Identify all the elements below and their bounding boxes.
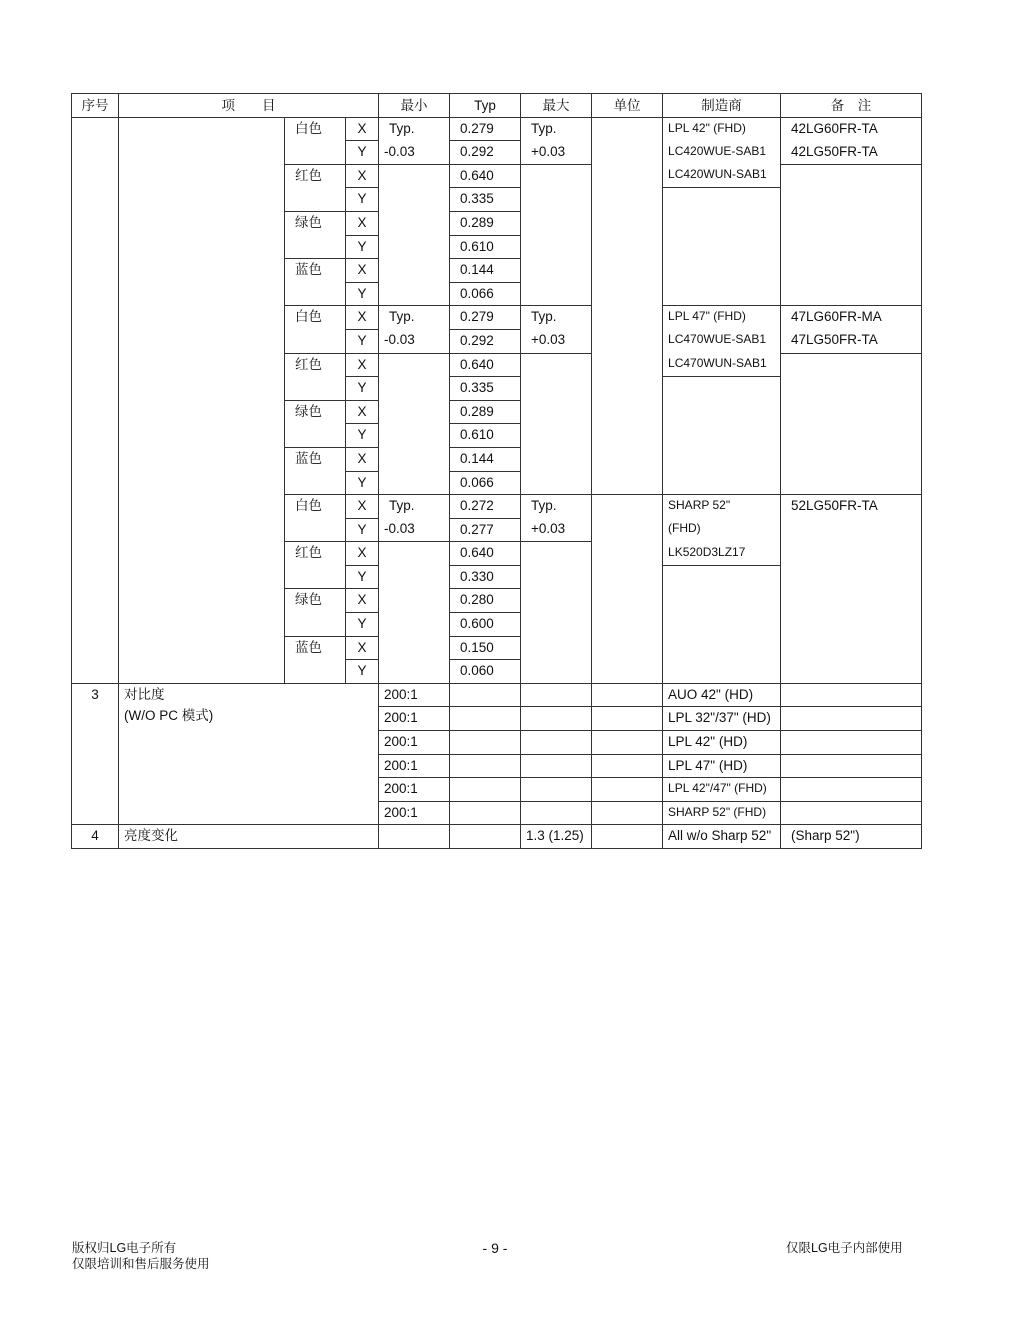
brightness-row bbox=[72, 825, 922, 849]
typ-value: 0.144 bbox=[450, 447, 521, 471]
header-max: 最大 bbox=[521, 94, 592, 118]
max-value: +0.03 bbox=[521, 141, 592, 165]
footer-usage: 仅限培训和售后服务使用 bbox=[72, 1257, 210, 1271]
axis-label: X bbox=[346, 542, 379, 566]
maker-value: LC470WUE-SAB1 bbox=[663, 329, 781, 353]
contrast-unit bbox=[592, 778, 663, 802]
typ-value: 0.066 bbox=[450, 471, 521, 495]
page-number: - 9 - bbox=[482, 1240, 508, 1256]
axis-label: X bbox=[346, 306, 379, 330]
header-item: 项 目 bbox=[119, 94, 379, 118]
axis-label: X bbox=[346, 117, 379, 141]
contrast-min: 200:1 bbox=[379, 683, 450, 707]
typ-value: 0.640 bbox=[450, 353, 521, 377]
note-empty bbox=[781, 518, 922, 683]
max-empty bbox=[521, 164, 592, 306]
contrast-typ bbox=[450, 707, 521, 731]
axis-label: X bbox=[346, 400, 379, 424]
min-value: -0.03 bbox=[379, 141, 450, 165]
brightness-item: 亮度变化 bbox=[119, 825, 379, 849]
contrast-typ bbox=[450, 801, 521, 825]
axis-label: X bbox=[346, 164, 379, 188]
color-name: 红色 bbox=[285, 542, 346, 589]
note-value: 42LG50FR-TA bbox=[781, 141, 922, 165]
contrast-max bbox=[521, 801, 592, 825]
color-name: 绿色 bbox=[285, 211, 346, 258]
axis-label: Y bbox=[346, 518, 379, 542]
max-value: Typ. bbox=[521, 117, 592, 141]
min-value: -0.03 bbox=[379, 329, 450, 353]
typ-value: 0.330 bbox=[450, 565, 521, 589]
axis-label: Y bbox=[346, 424, 379, 448]
typ-value: 0.279 bbox=[450, 306, 521, 330]
maker-empty bbox=[663, 565, 781, 683]
axis-label: X bbox=[346, 211, 379, 235]
color-name: 白色 bbox=[285, 117, 346, 164]
contrast-min: 200:1 bbox=[379, 707, 450, 731]
typ-value: 0.280 bbox=[450, 589, 521, 613]
axis-label: X bbox=[346, 589, 379, 613]
contrast-maker: LPL 47" (HD) bbox=[663, 754, 781, 778]
contrast-typ bbox=[450, 778, 521, 802]
header-unit: 单位 bbox=[592, 94, 663, 118]
axis-label: Y bbox=[346, 660, 379, 684]
contrast-label: 对比度 bbox=[124, 686, 165, 702]
color-name: 绿色 bbox=[285, 400, 346, 447]
contrast-unit bbox=[592, 707, 663, 731]
typ-value: 0.335 bbox=[450, 188, 521, 212]
max-empty bbox=[521, 353, 592, 495]
contrast-typ bbox=[450, 754, 521, 778]
typ-value: 0.640 bbox=[450, 164, 521, 188]
max-value: +0.03 bbox=[521, 518, 592, 542]
min-empty bbox=[379, 164, 450, 306]
unit-cell bbox=[592, 495, 663, 684]
axis-label: Y bbox=[346, 188, 379, 212]
footer-copyright: 版权归LG电子所有 bbox=[72, 1241, 177, 1255]
header-note: 备 注 bbox=[781, 94, 922, 118]
axis-label: X bbox=[346, 636, 379, 660]
contrast-no: 3 bbox=[72, 683, 119, 825]
maker-value: LC420WUN-SAB1 bbox=[663, 164, 781, 188]
contrast-max bbox=[521, 731, 592, 755]
typ-value: 0.610 bbox=[450, 235, 521, 259]
axis-label: Y bbox=[346, 141, 379, 165]
maker-value: LK520D3LZ17 bbox=[663, 542, 781, 566]
axis-label: Y bbox=[346, 282, 379, 306]
min-value: Typ. bbox=[379, 306, 450, 330]
typ-value: 0.600 bbox=[450, 613, 521, 637]
item-cell bbox=[119, 117, 285, 683]
contrast-typ bbox=[450, 731, 521, 755]
note-value: 47LG60FR-MA bbox=[781, 306, 922, 330]
color-name: 红色 bbox=[285, 164, 346, 211]
contrast-max bbox=[521, 778, 592, 802]
contrast-max bbox=[521, 754, 592, 778]
header-min: 最小 bbox=[379, 94, 450, 118]
brightness-typ bbox=[450, 825, 521, 849]
brightness-note: (Sharp 52") bbox=[781, 825, 922, 849]
max-value: Typ. bbox=[521, 495, 592, 519]
axis-label: Y bbox=[346, 235, 379, 259]
min-empty bbox=[379, 542, 450, 684]
contrast-max bbox=[521, 707, 592, 731]
contrast-sublabel: (W/O PC 模式) bbox=[124, 707, 214, 723]
typ-value: 0.144 bbox=[450, 259, 521, 283]
brightness-max: 1.3 (1.25) bbox=[521, 825, 592, 849]
max-value: +0.03 bbox=[521, 329, 592, 353]
color-name: 白色 bbox=[285, 306, 346, 353]
unit-cell bbox=[592, 117, 663, 495]
axis-label: Y bbox=[346, 329, 379, 353]
axis-label: X bbox=[346, 353, 379, 377]
contrast-min: 200:1 bbox=[379, 801, 450, 825]
typ-value: 0.289 bbox=[450, 211, 521, 235]
note-value: 42LG60FR-TA bbox=[781, 117, 922, 141]
typ-value: 0.610 bbox=[450, 424, 521, 448]
brightness-no: 4 bbox=[72, 825, 119, 849]
max-empty bbox=[521, 542, 592, 684]
contrast-item bbox=[119, 683, 379, 825]
contrast-note bbox=[781, 683, 922, 707]
maker-value: LC420WUE-SAB1 bbox=[663, 141, 781, 165]
typ-value: 0.066 bbox=[450, 282, 521, 306]
typ-value: 0.272 bbox=[450, 495, 521, 519]
maker-empty bbox=[663, 188, 781, 306]
typ-value: 0.277 bbox=[450, 518, 521, 542]
maker-empty bbox=[663, 377, 781, 495]
maker-value: SHARP 52" bbox=[663, 495, 781, 519]
typ-value: 0.060 bbox=[450, 660, 521, 684]
contrast-maker: LPL 42" (HD) bbox=[663, 731, 781, 755]
no-cell bbox=[72, 117, 119, 683]
color-name: 红色 bbox=[285, 353, 346, 400]
note-value: 52LG50FR-TA bbox=[781, 495, 922, 519]
typ-value: 0.279 bbox=[450, 117, 521, 141]
contrast-row bbox=[72, 683, 922, 707]
min-value: Typ. bbox=[379, 495, 450, 519]
contrast-note bbox=[781, 707, 922, 731]
axis-label: X bbox=[346, 447, 379, 471]
color-name: 绿色 bbox=[285, 589, 346, 636]
contrast-unit bbox=[592, 683, 663, 707]
contrast-maker: LPL 42"/47" (FHD) bbox=[663, 778, 781, 802]
color-name: 蓝色 bbox=[285, 259, 346, 306]
color-name: 白色 bbox=[285, 495, 346, 542]
max-value: Typ. bbox=[521, 306, 592, 330]
contrast-unit bbox=[592, 801, 663, 825]
brightness-maker: All w/o Sharp 52" bbox=[663, 825, 781, 849]
typ-value: 0.150 bbox=[450, 636, 521, 660]
contrast-note bbox=[781, 754, 922, 778]
header-maker: 制造商 bbox=[663, 94, 781, 118]
contrast-unit bbox=[592, 754, 663, 778]
contrast-note bbox=[781, 731, 922, 755]
typ-value: 0.335 bbox=[450, 377, 521, 401]
color-row bbox=[72, 117, 922, 141]
contrast-typ bbox=[450, 683, 521, 707]
axis-label: X bbox=[346, 259, 379, 283]
min-value: -0.03 bbox=[379, 518, 450, 542]
typ-value: 0.292 bbox=[450, 141, 521, 165]
brightness-unit bbox=[592, 825, 663, 849]
axis-label: X bbox=[346, 495, 379, 519]
brightness-min bbox=[379, 825, 450, 849]
spec-table bbox=[71, 93, 922, 849]
note-empty bbox=[781, 164, 922, 306]
contrast-maker: SHARP 52" (FHD) bbox=[663, 801, 781, 825]
contrast-min: 200:1 bbox=[379, 754, 450, 778]
typ-value: 0.292 bbox=[450, 329, 521, 353]
header-typ: Typ bbox=[450, 94, 521, 118]
note-value: 47LG50FR-TA bbox=[781, 329, 922, 353]
typ-value: 0.640 bbox=[450, 542, 521, 566]
header-row bbox=[72, 94, 922, 118]
min-value: Typ. bbox=[379, 117, 450, 141]
maker-value: (FHD) bbox=[663, 518, 781, 542]
contrast-unit bbox=[592, 731, 663, 755]
axis-label: Y bbox=[346, 565, 379, 589]
contrast-note bbox=[781, 801, 922, 825]
footer-right: 仅限LG电子内部使用 bbox=[786, 1241, 903, 1255]
axis-label: Y bbox=[346, 377, 379, 401]
maker-value: LC470WUN-SAB1 bbox=[663, 353, 781, 377]
contrast-max bbox=[521, 683, 592, 707]
note-empty bbox=[781, 353, 922, 495]
header-no: 序号 bbox=[72, 94, 119, 118]
min-empty bbox=[379, 353, 450, 495]
maker-value: LPL 42" (FHD) bbox=[663, 117, 781, 141]
contrast-maker: LPL 32"/37" (HD) bbox=[663, 707, 781, 731]
footer-left bbox=[72, 1240, 210, 1272]
contrast-min: 200:1 bbox=[379, 778, 450, 802]
axis-label: Y bbox=[346, 613, 379, 637]
color-name: 蓝色 bbox=[285, 636, 346, 683]
typ-value: 0.289 bbox=[450, 400, 521, 424]
color-name: 蓝色 bbox=[285, 447, 346, 494]
contrast-maker: AUO 42" (HD) bbox=[663, 683, 781, 707]
maker-value: LPL 47" (FHD) bbox=[663, 306, 781, 330]
contrast-note bbox=[781, 778, 922, 802]
contrast-min: 200:1 bbox=[379, 731, 450, 755]
axis-label: Y bbox=[346, 471, 379, 495]
